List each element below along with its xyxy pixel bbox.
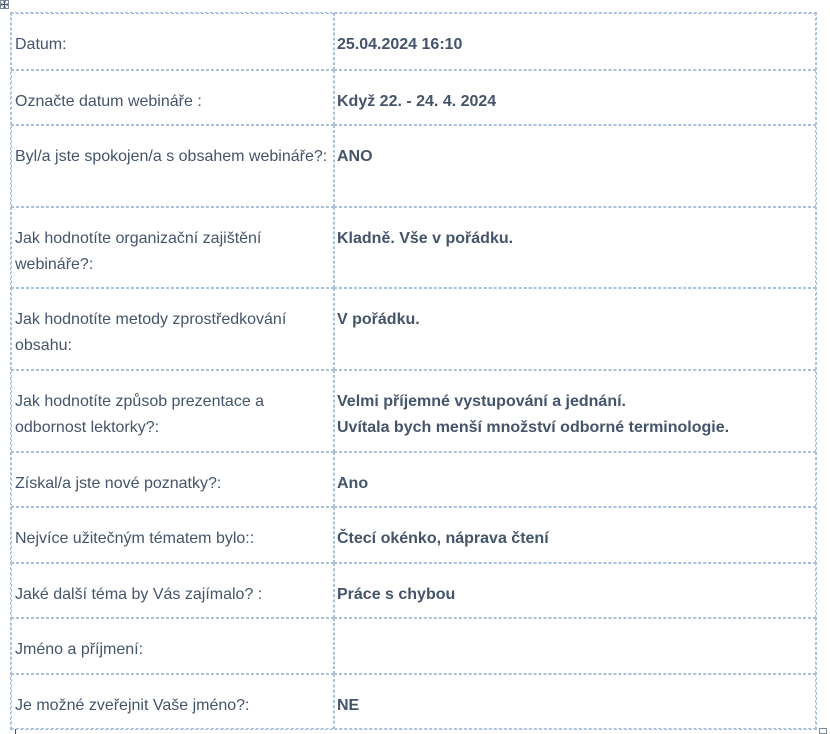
field-value — [334, 507, 816, 563]
field-label: Jak hodnotíte metody zprostředkování obsahu: — [11, 288, 334, 370]
table-row — [11, 70, 816, 125]
field-value-line: ANO — [337, 148, 373, 165]
field-label: Je možné zveřejnit Vaše jméno?: — [11, 674, 334, 729]
field-value — [334, 563, 816, 618]
field-label: Datum: — [11, 13, 334, 70]
table-row — [11, 507, 816, 563]
table-resize-handle[interactable] — [819, 728, 827, 734]
field-label: Označte datum webináře : — [11, 70, 334, 125]
field-value — [334, 452, 816, 507]
move-arrows-icon — [1, 1, 8, 8]
table-move-handle[interactable] — [0, 0, 9, 9]
field-label: Jméno a příjmení: — [11, 618, 334, 674]
field-label: Jak hodnotíte způsob prezentace a odbornost lektorky?: — [11, 370, 334, 452]
table-row — [11, 125, 816, 207]
field-label: Nejvíce užitečným tématem bylo:: — [11, 507, 334, 563]
table-row — [11, 207, 816, 288]
table-row — [11, 563, 816, 618]
table-row — [11, 13, 816, 70]
field-label: Byl/a jste spokojen/a s obsahem webináře?: — [11, 125, 334, 207]
text-cursor-marker — [15, 729, 16, 734]
table-row — [11, 370, 816, 452]
field-value-line: Práce s chybou — [337, 586, 456, 603]
field-value-line: Když 22. - 24. 4. 2024 — [337, 93, 497, 110]
table-row — [11, 452, 816, 507]
field-label: Jaké další téma by Vás zajímalo? : — [11, 563, 334, 618]
field-value — [334, 674, 816, 729]
field-value-line: NE — [337, 697, 360, 714]
feedback-form-table — [10, 12, 817, 730]
field-value — [334, 70, 816, 125]
field-value-line: Velmi příjemné vystupování a jednání. — [337, 393, 626, 410]
field-value-line: V pořádku. — [337, 311, 420, 328]
field-value-line: Uvítala bych menší množství odborné terminologie. — [337, 419, 730, 436]
table-row — [11, 288, 816, 370]
field-label: Získal/a jste nové poznatky?: — [11, 452, 334, 507]
field-value-line: 25.04.2024 16:10 — [337, 36, 463, 53]
table-row — [11, 674, 816, 729]
field-value — [334, 207, 816, 288]
field-value-line: Čtecí okénko, náprava čtení — [337, 530, 549, 547]
field-value — [334, 13, 816, 70]
field-value-line: Ano — [337, 475, 369, 492]
table-row — [11, 618, 816, 674]
field-value — [334, 125, 816, 207]
field-value — [334, 618, 816, 674]
field-value — [334, 370, 816, 452]
field-value-line: Kladně. Vše v pořádku. — [337, 230, 514, 247]
field-value — [334, 288, 816, 370]
field-label: Jak hodnotíte organizační zajištění webináře?: — [11, 207, 334, 288]
